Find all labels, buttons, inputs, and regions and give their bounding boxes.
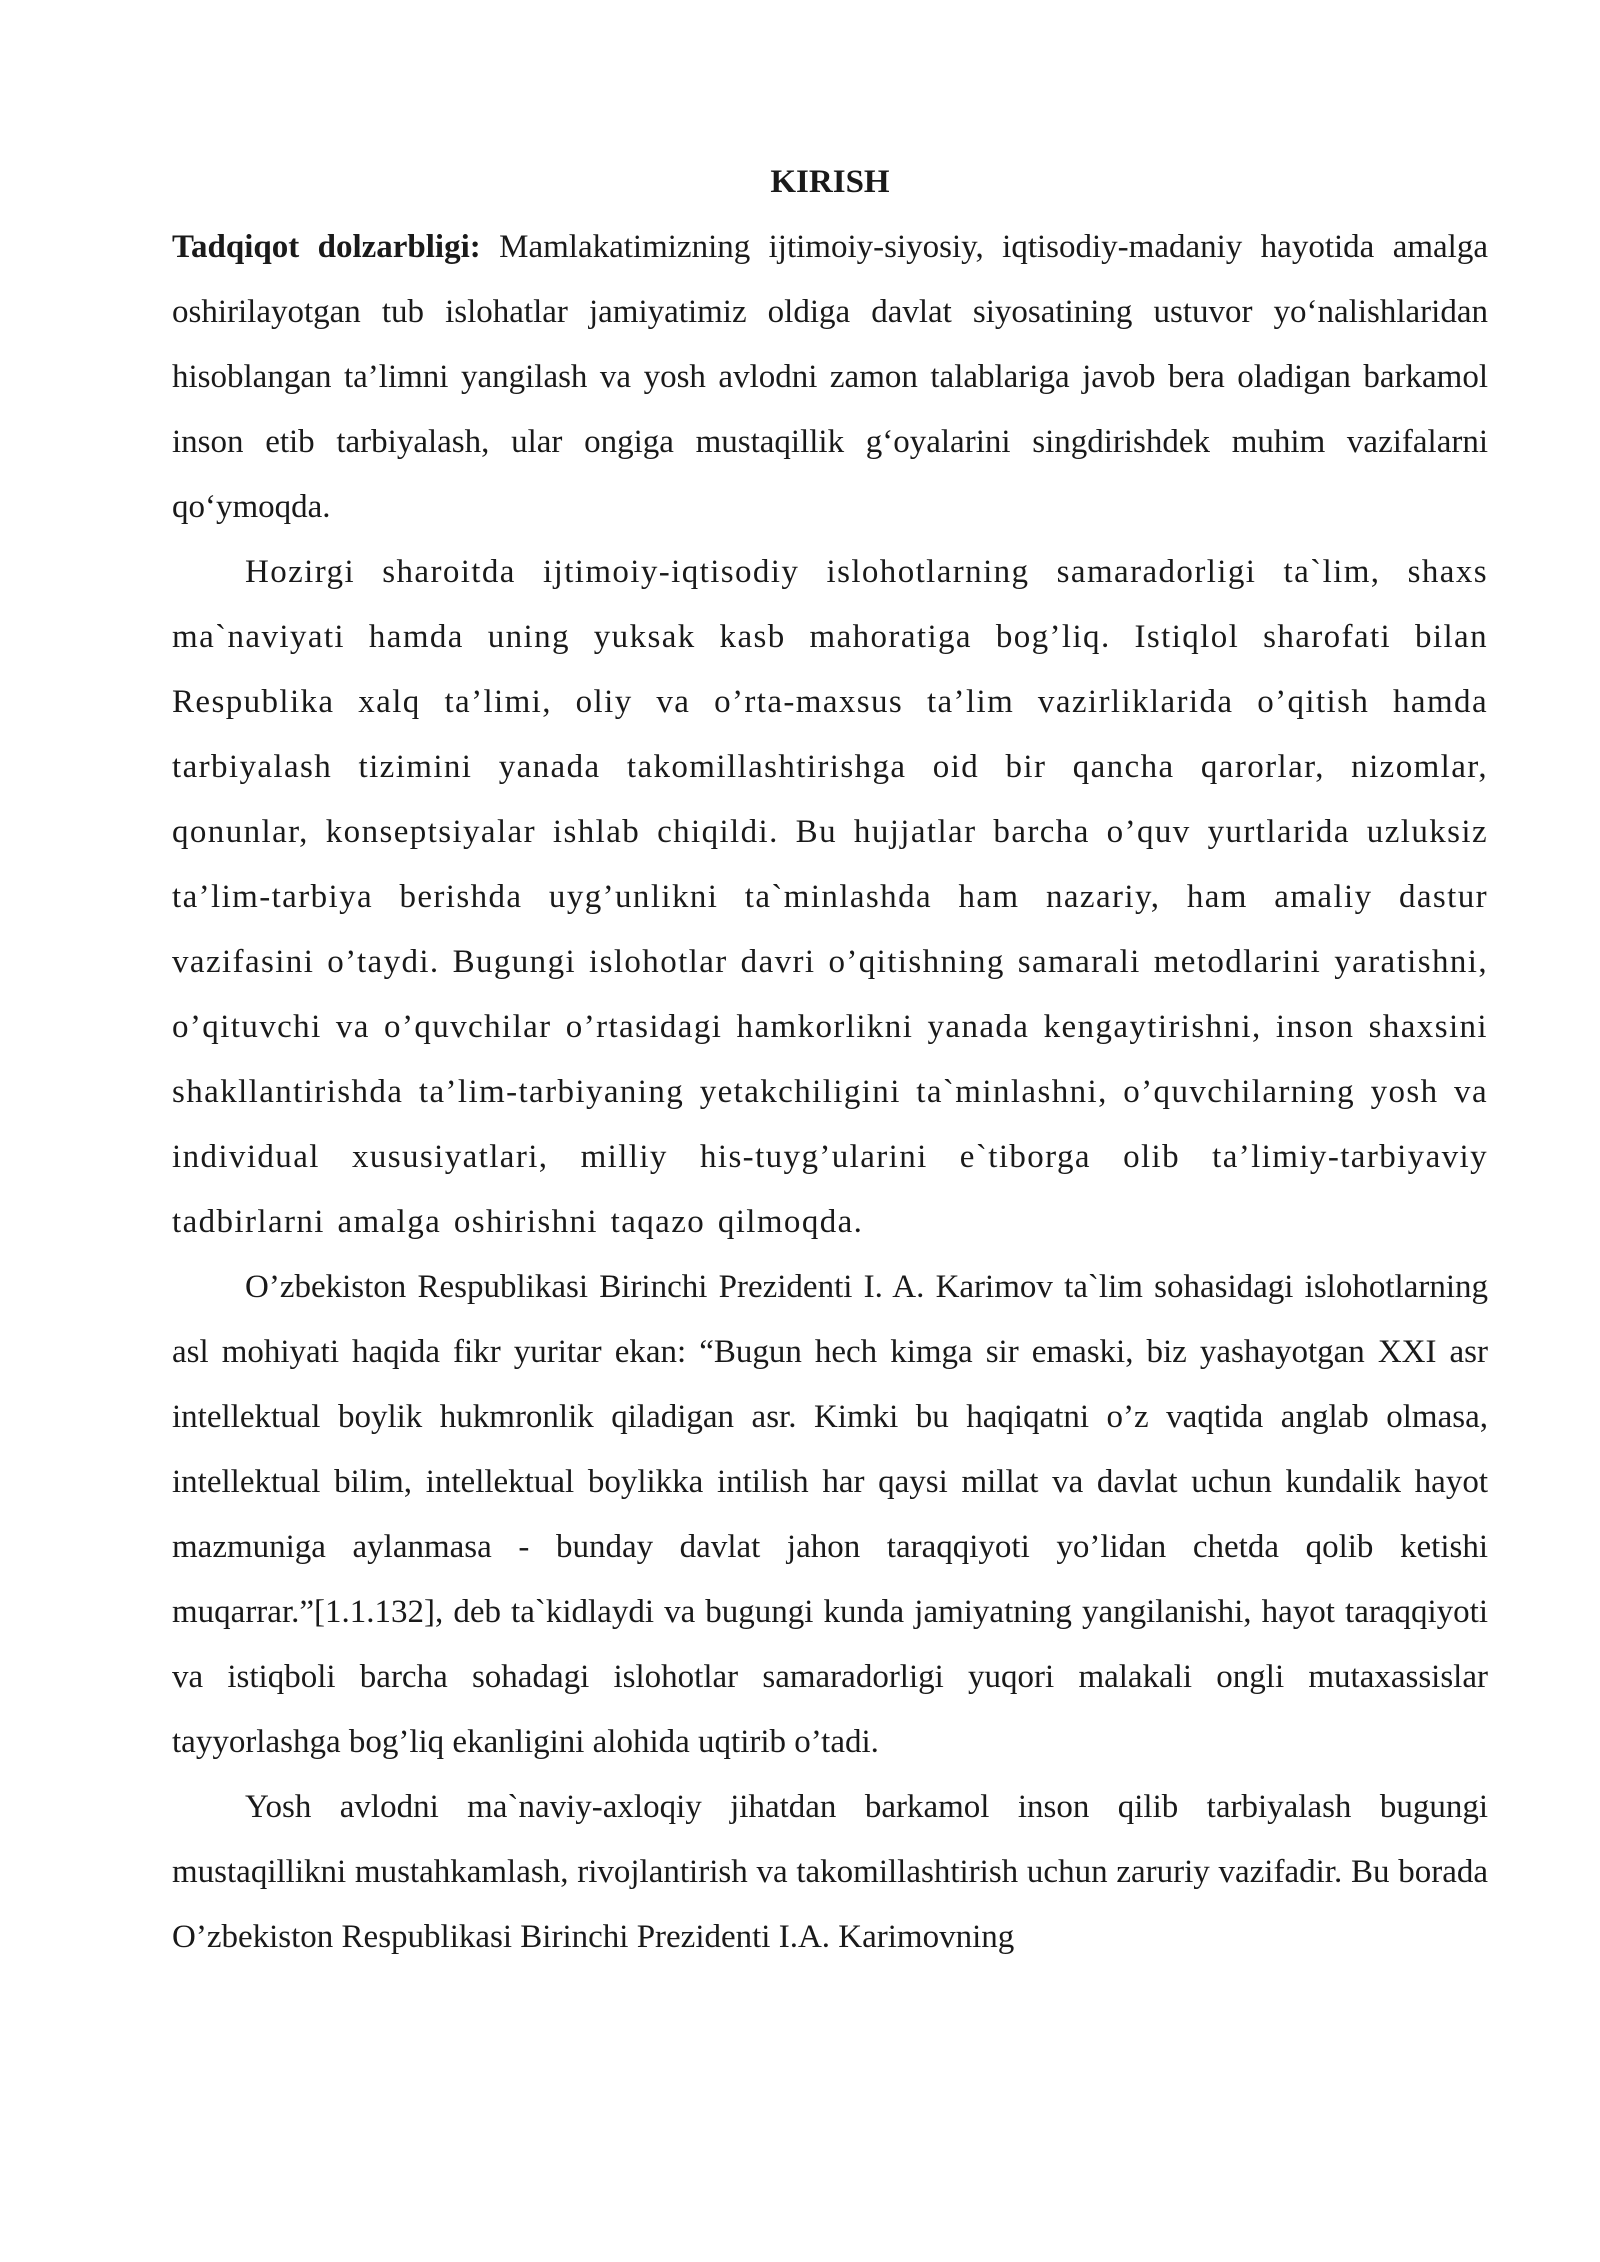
paragraph-4: Yosh avlodni ma`naviy-axloqiy jihatdan barkamol inson qilib tarbiyalash bugungi mustaqillikni mustahkamlash, rivojlantirish va takomillashtirish uchun zaruriy vazifadir. Bu borada O’zbekiston Respublikasi Birinchi Prezidenti I.A. Karimovning	[172, 1789, 1488, 1955]
intro-text: Mamlakatimizning ijtimoiy-siyosiy, iqtisodiy-madaniy hayotida amalga oshirilayotgan tub islohatlar jamiyatimiz oldiga davlat siyosatining ustuvor yo‘nalishlaridan hisoblangan ta’limni yangilash va yosh avlodni zamon talablariga javob bera oladigan barkamol inson etib tarbiyalash, ular ongiga mustaqillik g‘oyalarini singdirishdek muhim vazifalarni qo‘ymoqda.	[172, 229, 1488, 525]
intro-paragraph	[172, 215, 1488, 540]
paragraph-3: O’zbekiston Respublikasi Birinchi Prezidenti I. A. Karimov ta`lim sohasidagi islohotlarning asl mohiyati haqida fikr yuritar ekan: “Bugun hech kimga sir emaski, biz yashayotgan XXI asr intellektual boylik hukmronlik qiladigan asr. Kimki bu haqiqatni o’z vaqtida anglab olmasa, intellektual bilim, intellektual boylikka intilish har qaysi millat va davlat uchun kundalik hayot mazmuniga aylanmasa - bunday davlat jahon taraqqiyoti yo’lidan chetda qolib ketishi muqarrar.”[1.1.132], deb ta`kidlaydi va bugungi kunda jamiyatning yangilanishi, hayot taraqqiyoti va istiqboli barcha sohadagi islohotlar samaradorligi yuqori malakali ongli mutaxassislar tayyorlashga bog’liq ekanligini alohida uqtirib o’tadi.	[172, 1269, 1488, 1760]
page-title: KIRISH	[770, 164, 890, 200]
paragraph-2: Hozirgi sharoitda ijtimoiy-iqtisodiy islohotlarning samaradorligi ta`lim, shaxs ma`naviyati hamda uning yuksak kasb mahoratiga bog’liq. Istiqlol sharofati bilan Respublika xalq ta’limi, oliy va o’rta-maxsus ta’lim vazirliklarida o’qitish hamda tarbiyalash tizimini yanada takomillashtirishga oid bir qancha qarorlar, nizomlar, qonunlar, konseptsiyalar ishlab chiqildi. Bu hujjatlar barcha o’quv yurtlarida uzluksiz ta’lim-tarbiya berishda uyg’unlikni ta`minlashda ham nazariy, ham amaliy dastur vazifasini o’taydi. Bugungi islohotlar davri o’qitishning samarali metodlarini yaratishni, o’qituvchi va o’quvchilar o’rtasidagi hamkorlikni yanada kengaytirishni, inson shaxsini shakllantirishda ta’lim-tarbiyaning yetakchiligini ta`minlashni, o’quvchilarning yosh va individual xususiyatlari, milliy his-tuyg’ularini e`tiborga olib ta’limiy-tarbiyaviy tadbirlarni amalga oshirishni taqazo qilmoqda.	[172, 554, 1488, 1240]
document-page	[172, 150, 1488, 1970]
intro-label: Tadqiqot dolzarbligi:	[172, 229, 481, 265]
